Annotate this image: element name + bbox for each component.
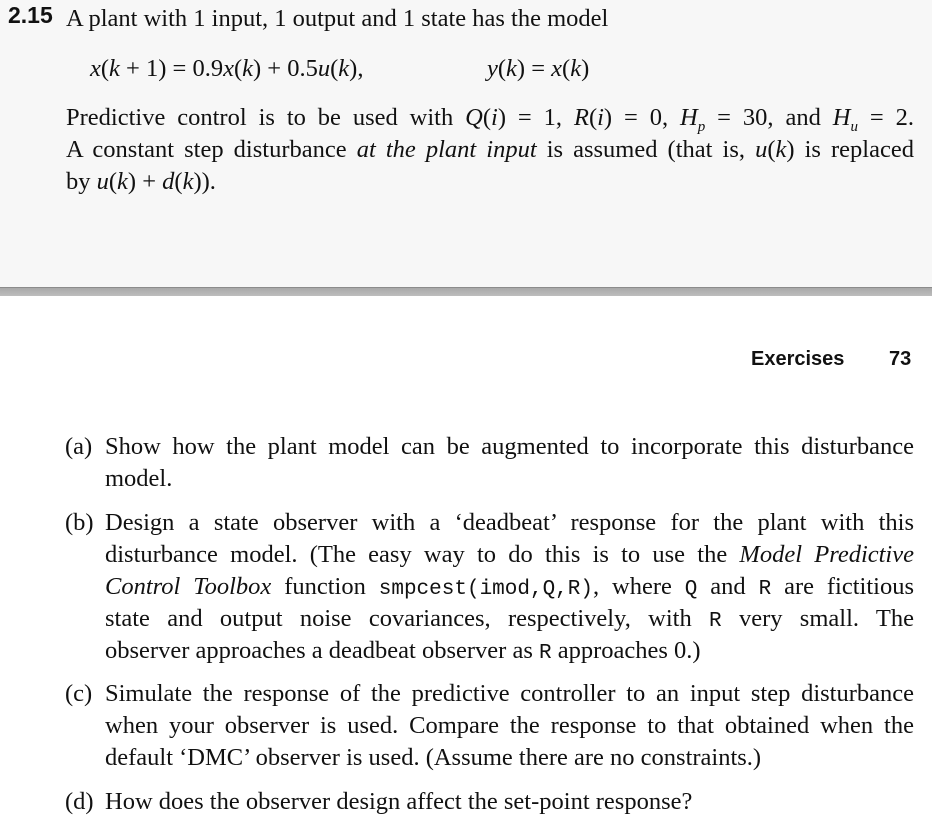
item-c-line-2: when your observer is used. Compare the response to that obtained when the	[105, 712, 914, 739]
state-equation: x(k + 1) = 0.9x(k) + 0.5u(k),	[90, 55, 364, 82]
item-b-line-2: disturbance model. (The easy way to do this is to use the Model Predictive	[105, 541, 914, 568]
item-c-line-1: Simulate the response of the predictive controller to an input step disturbance	[105, 680, 914, 707]
page-divider	[0, 287, 932, 296]
item-d-label: (d)	[65, 788, 94, 815]
problem-line-3: by u(k) + d(k)).	[66, 168, 216, 195]
item-b-line-3: Control Toolbox function smpcest(imod,Q,R), where Q and R are fictitious	[105, 573, 914, 601]
exercise-intro: A plant with 1 input, 1 output and 1 state has the model	[66, 5, 609, 32]
output-equation: y(k) = x(k)	[487, 55, 590, 82]
exercise-2-15-panel	[0, 0, 932, 287]
item-c-line-3: default ‘DMC’ observer is used. (Assume there are no constraints.)	[105, 744, 762, 771]
function-call-code: smpcest(imod,Q,R)	[378, 578, 593, 601]
running-header-title: Exercises	[751, 348, 845, 370]
problem-line-1: Predictive control is to be used with Q(i) = 1, R(i) = 0, $H_p = 30$, and $H_u = 2$.	[66, 104, 914, 135]
item-b-label: (b)	[65, 509, 94, 536]
item-b-line-4: state and output noise covariances, respectively, with R very small. The	[105, 605, 914, 633]
item-b-line-5: observer approaches a deadbeat observer as R approaches 0.)	[105, 637, 701, 665]
item-d-line-1: How does the observer design affect the set-point response?	[105, 788, 693, 815]
item-b-line-1: Design a state observer with a ‘deadbeat’ response for the plant with this	[105, 509, 914, 536]
item-a-line-2: model.	[105, 465, 173, 492]
item-a-label: (a)	[65, 433, 93, 460]
item-c-label: (c)	[65, 680, 93, 707]
problem-line-2: A constant step disturbance at the plant input is assumed (that is, u(k) is replaced	[66, 136, 914, 163]
item-a-line-1: Show how the plant model can be augmented to incorporate this disturbance	[105, 433, 914, 460]
exercise-number: 2.15	[8, 2, 53, 28]
page-number: 73	[889, 348, 912, 370]
